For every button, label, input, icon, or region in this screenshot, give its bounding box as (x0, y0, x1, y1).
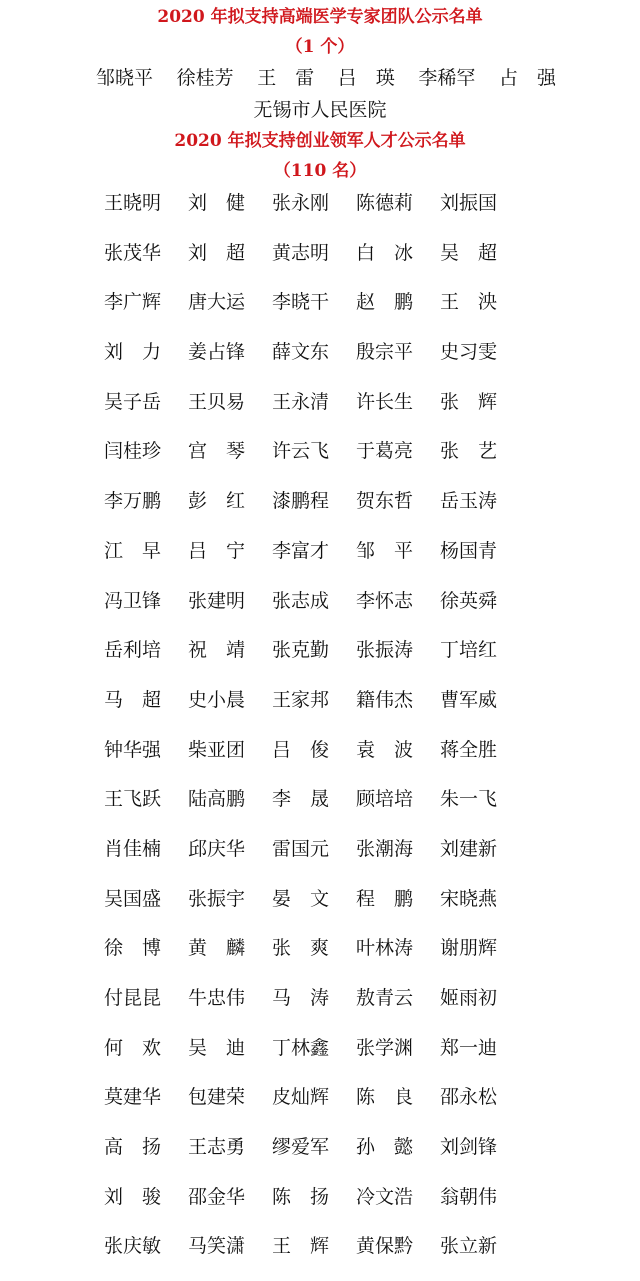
talent-name: 吕 俊 (272, 738, 330, 761)
talent-name: 史习雯 (440, 341, 498, 364)
talent-name: 邱庆华 (188, 837, 246, 860)
talent-name: 王永清 (272, 390, 330, 413)
talent-name: 江 早 (104, 539, 162, 562)
talent-name: 彭 红 (188, 490, 246, 513)
talent-name: 李富才 (272, 539, 330, 562)
talent-name: 刘剑锋 (440, 1136, 498, 1159)
talent-name: 宫 琴 (188, 440, 246, 463)
talent-name: 程 鹏 (356, 887, 414, 910)
talent-name: 郑一迪 (440, 1036, 498, 1059)
expert-member-name: 徐桂芳 (176, 67, 234, 89)
expert-member-name: 李稀罕 (418, 67, 476, 89)
talent-name: 杨国青 (440, 539, 498, 562)
talent-name: 殷宗平 (356, 341, 414, 364)
talent-name: 陈 扬 (272, 1185, 330, 1208)
talent-name: 王飞跃 (104, 788, 162, 811)
talent-name: 薛文东 (272, 341, 330, 364)
talent-name: 马笑潇 (188, 1235, 246, 1258)
talent-name: 高 扬 (104, 1136, 162, 1159)
talent-name: 冷文浩 (356, 1185, 414, 1208)
talent-name: 张建明 (188, 589, 246, 612)
expert-member-name: 邹晓平 (96, 67, 154, 89)
talent-name: 吴 迪 (188, 1036, 246, 1059)
talent-name: 白 冰 (356, 241, 414, 264)
talent-name: 孙 懿 (356, 1136, 414, 1159)
talent-name: 姬雨初 (440, 987, 498, 1009)
talent-name: 张 艺 (440, 440, 498, 463)
talent-name: 翁朝伟 (440, 1185, 498, 1208)
talent-name: 吴国盛 (104, 887, 162, 910)
talent-name: 漆鹏程 (272, 490, 330, 513)
talent-name: 李怀志 (356, 589, 414, 612)
talent-name: 张茂华 (104, 241, 162, 264)
talent-name: 曹军威 (440, 688, 498, 711)
expert-member-name: 吕 瑛 (337, 67, 395, 89)
talent-name: 钟华强 (104, 738, 162, 761)
expert-team-title: 2020 年拟支持高端医学专家团队公示名单 (157, 7, 483, 27)
talent-name: 许长生 (356, 390, 414, 413)
talent-name: 陈 良 (356, 1086, 414, 1109)
talent-name: 于葛亮 (356, 440, 414, 463)
talent-name: 李广辉 (104, 291, 162, 314)
talent-name: 张克勤 (272, 639, 330, 662)
talent-name: 吴子岳 (104, 390, 162, 413)
talent-name: 赵 鹏 (356, 291, 414, 314)
talent-name: 张志成 (272, 589, 330, 612)
talent-name: 缪爱军 (272, 1136, 330, 1159)
talent-list-count: （110 名） (273, 161, 367, 181)
talent-name: 岳玉涛 (440, 490, 498, 513)
talent-name: 张潮海 (356, 837, 414, 860)
expert-member-name: 占 强 (498, 67, 556, 89)
talent-name: 敖青云 (356, 987, 414, 1009)
talent-name: 张 辉 (440, 390, 498, 413)
talent-name: 王 辉 (272, 1235, 330, 1258)
talent-name: 刘建新 (440, 837, 498, 860)
talent-name: 王贝易 (188, 390, 246, 413)
talent-name: 张学渊 (356, 1036, 414, 1059)
talent-name: 张庆敏 (104, 1235, 162, 1258)
expert-member-name: 王 雷 (257, 67, 315, 89)
talent-name: 包建荣 (188, 1086, 246, 1109)
expert-organization: 无锡市人民医院 (253, 99, 387, 121)
talent-name: 李万鹏 (104, 490, 162, 513)
talent-name: 丁林鑫 (272, 1036, 330, 1059)
talent-name: 史小晨 (188, 688, 246, 711)
talent-name: 付昆昆 (104, 987, 162, 1009)
talent-name: 张振宇 (188, 887, 246, 910)
talent-name: 王晓明 (104, 192, 162, 214)
talent-name: 柴亚团 (188, 738, 246, 761)
talent-name: 陆高鹏 (188, 788, 246, 811)
talent-name: 晏 文 (272, 887, 330, 910)
talent-name: 邹 平 (356, 539, 414, 562)
talent-name: 张振涛 (356, 639, 414, 662)
talent-name: 雷国元 (272, 837, 330, 860)
talent-name: 岳利培 (104, 639, 162, 662)
talent-names-grid (104, 188, 524, 1281)
talent-name: 牛忠伟 (188, 987, 246, 1009)
talent-name: 黄保黔 (356, 1235, 414, 1258)
expert-team-count: （1 个） (285, 37, 355, 57)
talent-name: 徐 博 (104, 937, 162, 960)
talent-name: 徐英舜 (440, 589, 498, 612)
talent-name: 冯卫锋 (104, 589, 162, 612)
talent-name: 谢朋辉 (440, 937, 498, 960)
talent-name: 祝 靖 (188, 639, 246, 662)
talent-name: 李 晟 (272, 788, 330, 811)
talent-name: 马 超 (104, 688, 162, 711)
talent-name: 张永刚 (272, 192, 330, 214)
talent-name: 马 涛 (272, 987, 330, 1009)
talent-name: 张 爽 (272, 937, 330, 960)
talent-name: 姜占锋 (188, 341, 246, 364)
talent-name: 唐大运 (188, 291, 246, 314)
talent-name: 刘振国 (440, 192, 498, 214)
talent-name: 吕 宁 (188, 539, 246, 562)
talent-name: 黄志明 (272, 241, 330, 264)
talent-name: 刘 超 (188, 241, 246, 264)
talent-name: 肖佳楠 (104, 837, 162, 860)
talent-name: 蒋全胜 (440, 738, 498, 761)
talent-name: 贺东哲 (356, 490, 414, 513)
talent-name: 何 欢 (104, 1036, 162, 1059)
talent-name: 袁 波 (356, 738, 414, 761)
talent-name: 闫桂珍 (104, 440, 162, 463)
talent-name: 陈德莉 (356, 192, 414, 214)
talent-name: 刘 健 (188, 192, 246, 214)
talent-name: 叶林涛 (356, 937, 414, 960)
talent-name: 王 泱 (440, 291, 498, 314)
talent-name: 朱一飞 (440, 788, 498, 811)
talent-name: 邵永松 (440, 1086, 498, 1109)
talent-name: 籍伟杰 (356, 688, 414, 711)
talent-name: 许云飞 (272, 440, 330, 463)
talent-name: 丁培红 (440, 639, 498, 662)
expert-members-row (96, 64, 556, 92)
talent-name: 刘 力 (104, 341, 162, 364)
talent-name: 顾培培 (356, 788, 414, 811)
talent-name: 皮灿辉 (272, 1086, 330, 1109)
talent-name: 黄 麟 (188, 937, 246, 960)
talent-name: 王志勇 (188, 1136, 246, 1159)
talent-name: 刘 骏 (104, 1185, 162, 1208)
talent-name: 王家邦 (272, 688, 330, 711)
talent-name: 邵金华 (188, 1185, 246, 1208)
talent-name: 吴 超 (440, 241, 498, 264)
talent-name: 宋晓燕 (440, 887, 498, 910)
talent-list-title: 2020 年拟支持创业领军人才公示名单 (174, 131, 466, 151)
talent-name: 莫建华 (104, 1086, 162, 1109)
talent-name: 李晓干 (272, 291, 330, 314)
talent-name: 张立新 (440, 1235, 498, 1258)
